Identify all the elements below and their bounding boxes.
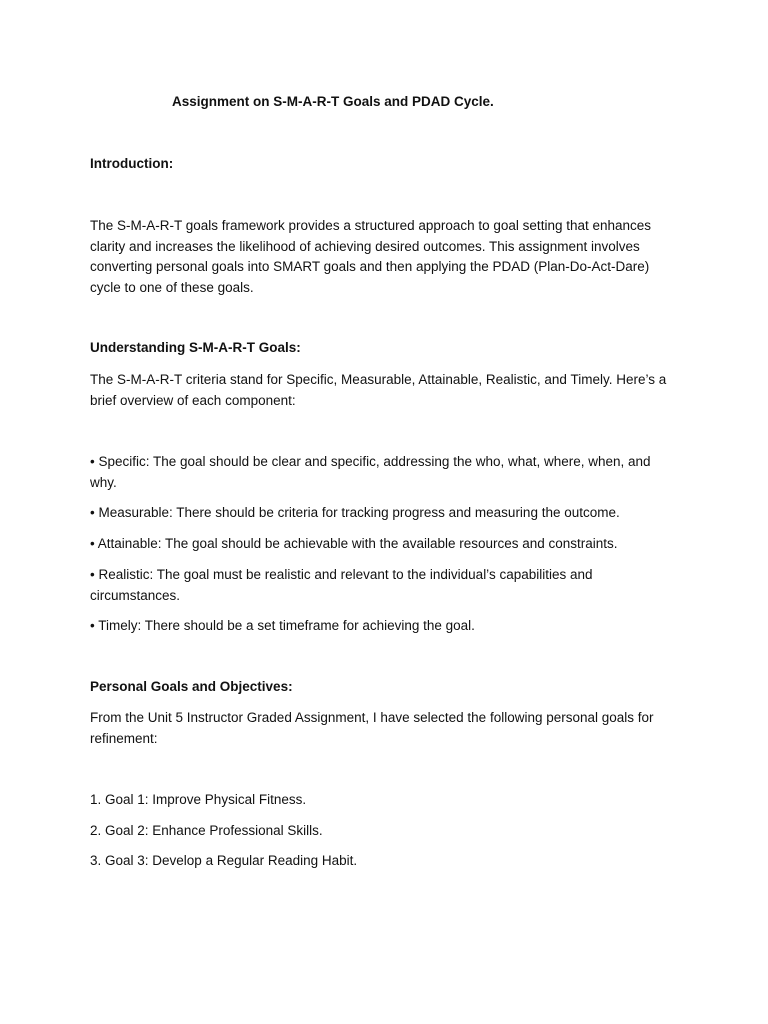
- understanding-heading: Understanding S-M-A-R-T Goals:: [90, 340, 301, 355]
- bullet-realistic: • Realistic: The goal must be realistic and relevant to the individual’s capabilities and circumstances.: [90, 567, 593, 603]
- bullet-measurable: • Measurable: There should be criteria for tracking progress and measuring the outcome.: [90, 505, 620, 520]
- bullet-specific: • Specific: The goal should be clear and specific, addressing the who, what, where, when, and why.: [90, 454, 651, 490]
- bullet-attainable: • Attainable: The goal should be achievable with the available resources and constraints.: [90, 536, 618, 551]
- introduction-heading: Introduction:: [90, 156, 174, 171]
- goal-item-1: 1. Goal 1: Improve Physical Fitness.: [90, 792, 307, 807]
- goal-item-3: 3. Goal 3: Develop a Regular Reading Habit.: [90, 853, 358, 868]
- introduction-paragraph: The S-M-A-R-T goals framework provides a structured approach to goal setting that enhances clarity and increases the likelihood of achieving desired outcomes. This assignment involves converting personal goals into SMART goals and then applying the PDAD (Plan-Do-Act-Dare) cycle to one of these goals.: [90, 218, 652, 295]
- understanding-paragraph: The S-M-A-R-T criteria stand for Specific, Measurable, Attainable, Realistic, and Timely. Here’s a brief overview of each component:: [90, 372, 667, 408]
- bullet-timely: • Timely: There should be a set timeframe for achieving the goal.: [90, 618, 475, 633]
- personal-goals-paragraph: From the Unit 5 Instructor Graded Assignment, I have selected the following personal goals for refinement:: [90, 710, 654, 746]
- personal-goals-heading: Personal Goals and Objectives:: [90, 679, 293, 694]
- document-title: Assignment on S-M-A-R-T Goals and PDAD Cycle.: [172, 94, 494, 109]
- goal-item-2: 2. Goal 2: Enhance Professional Skills.: [90, 823, 323, 838]
